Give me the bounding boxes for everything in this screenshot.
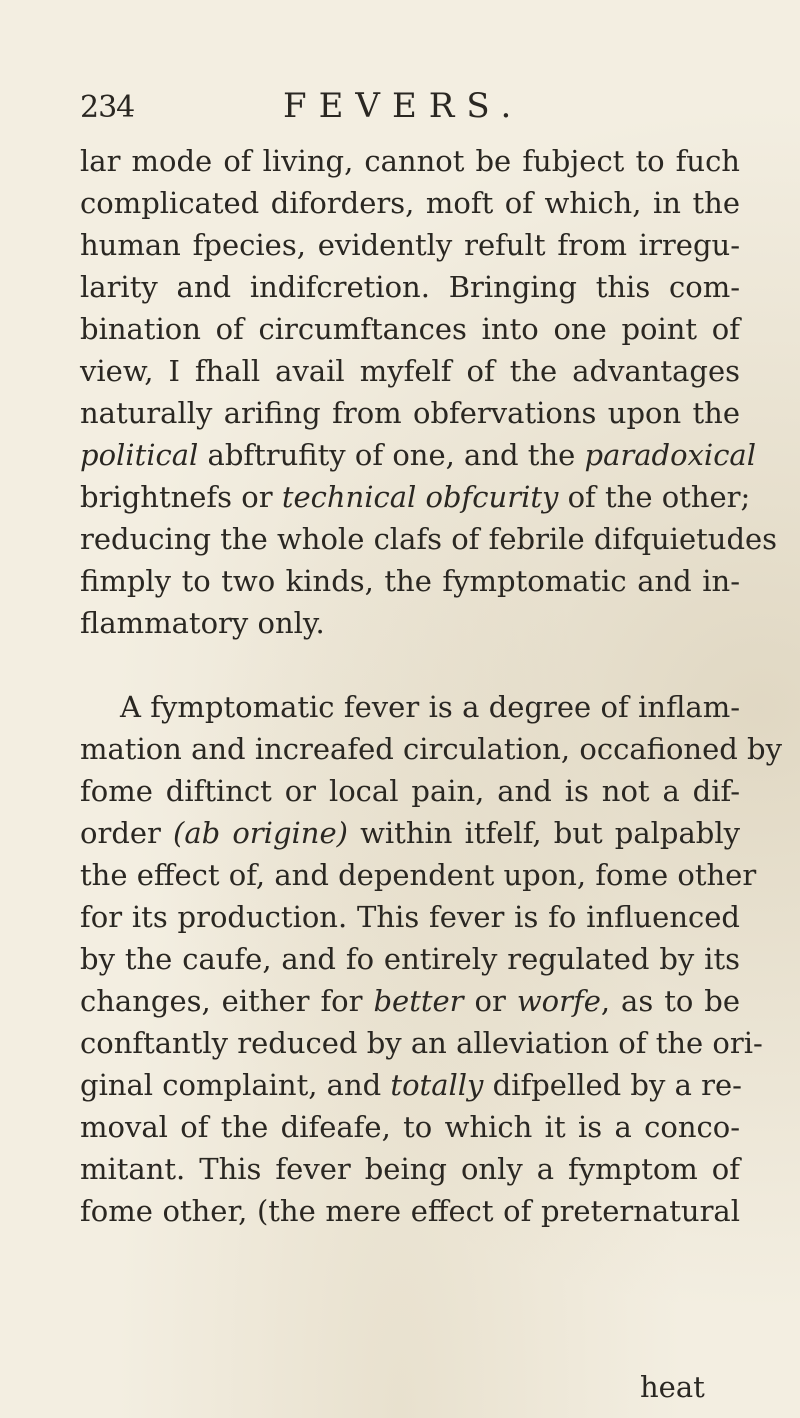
text-line: human fpecies, evidently refult from irregu- — [80, 228, 740, 262]
italic-text: totally — [390, 1068, 484, 1102]
text-line: A fymptomatic fever is a degree of inflam- — [120, 690, 740, 724]
text-line: bination of circumftances into one point of — [80, 312, 740, 346]
text-fragment: order — [80, 816, 174, 850]
text-line: complicated diforders, moft of which, in the — [80, 186, 740, 220]
italic-text: paradoxical — [584, 438, 756, 472]
paragraph-gap — [80, 644, 740, 686]
text-line: mation and increafed circulation, occafioned by — [80, 732, 782, 766]
page-number: 234 — [80, 90, 135, 125]
text-line: moval of the difeafe, to which it is a conco- — [80, 1110, 740, 1144]
text-fragment: of the other; — [558, 480, 751, 514]
text-line: flammatory only. — [80, 606, 325, 640]
body-text — [80, 140, 782, 1232]
text-line: lar mode of living, cannot be fubject to fuch — [80, 144, 740, 178]
catchword: heat — [640, 1370, 705, 1404]
text-fragment: brightnefs or — [80, 480, 282, 514]
text-line — [80, 980, 740, 1022]
text-fragment: or — [463, 984, 517, 1018]
text-line: view, I fhall avail myfelf of the advantages — [80, 354, 740, 388]
text-line: for its production. This fever is fo influenced — [80, 900, 740, 934]
text-fragment: within itfelf, but palpably — [347, 816, 740, 850]
text-fragment: abftrufity of one, and the — [198, 438, 585, 472]
text-line: fimply to two kinds, the fymptomatic and in- — [80, 564, 740, 598]
italic-text: political — [80, 438, 199, 472]
italic-text: better — [373, 984, 464, 1018]
text-line — [80, 1064, 740, 1106]
text-line: larity and indifcretion. Bringing this com- — [80, 270, 740, 304]
text-line: the effect of, and dependent upon, fome other — [80, 858, 757, 892]
text-line: conftantly reduced by an alleviation of the ori- — [80, 1026, 763, 1060]
italic-text: (ab origine) — [173, 816, 348, 850]
text-fragment: , as to be — [600, 984, 740, 1018]
text-line: naturally arifing from obfervations upon the — [80, 396, 740, 430]
text-fragment: ginal complaint, and — [80, 1068, 391, 1102]
italic-text: worfe — [516, 984, 601, 1018]
text-line — [80, 476, 751, 518]
italic-text: technical obfcurity — [281, 480, 559, 514]
text-line: fome other, (the mere effect of preternatural — [80, 1194, 740, 1228]
text-fragment: changes, either for — [80, 984, 374, 1018]
running-head: FEVERS. — [283, 86, 524, 126]
text-line — [80, 812, 740, 854]
text-line: fome diftinct or local pain, and is not a dif- — [80, 774, 740, 808]
text-line — [80, 434, 756, 476]
text-line: by the caufe, and fo entirely regulated by its — [80, 942, 740, 976]
text-line: reducing the whole clafs of febrile difquietudes — [80, 522, 778, 556]
page-header — [80, 86, 740, 132]
text-fragment: difpelled by a re- — [483, 1068, 742, 1102]
text-line: mitant. This fever being only a fymptom of — [80, 1152, 740, 1186]
